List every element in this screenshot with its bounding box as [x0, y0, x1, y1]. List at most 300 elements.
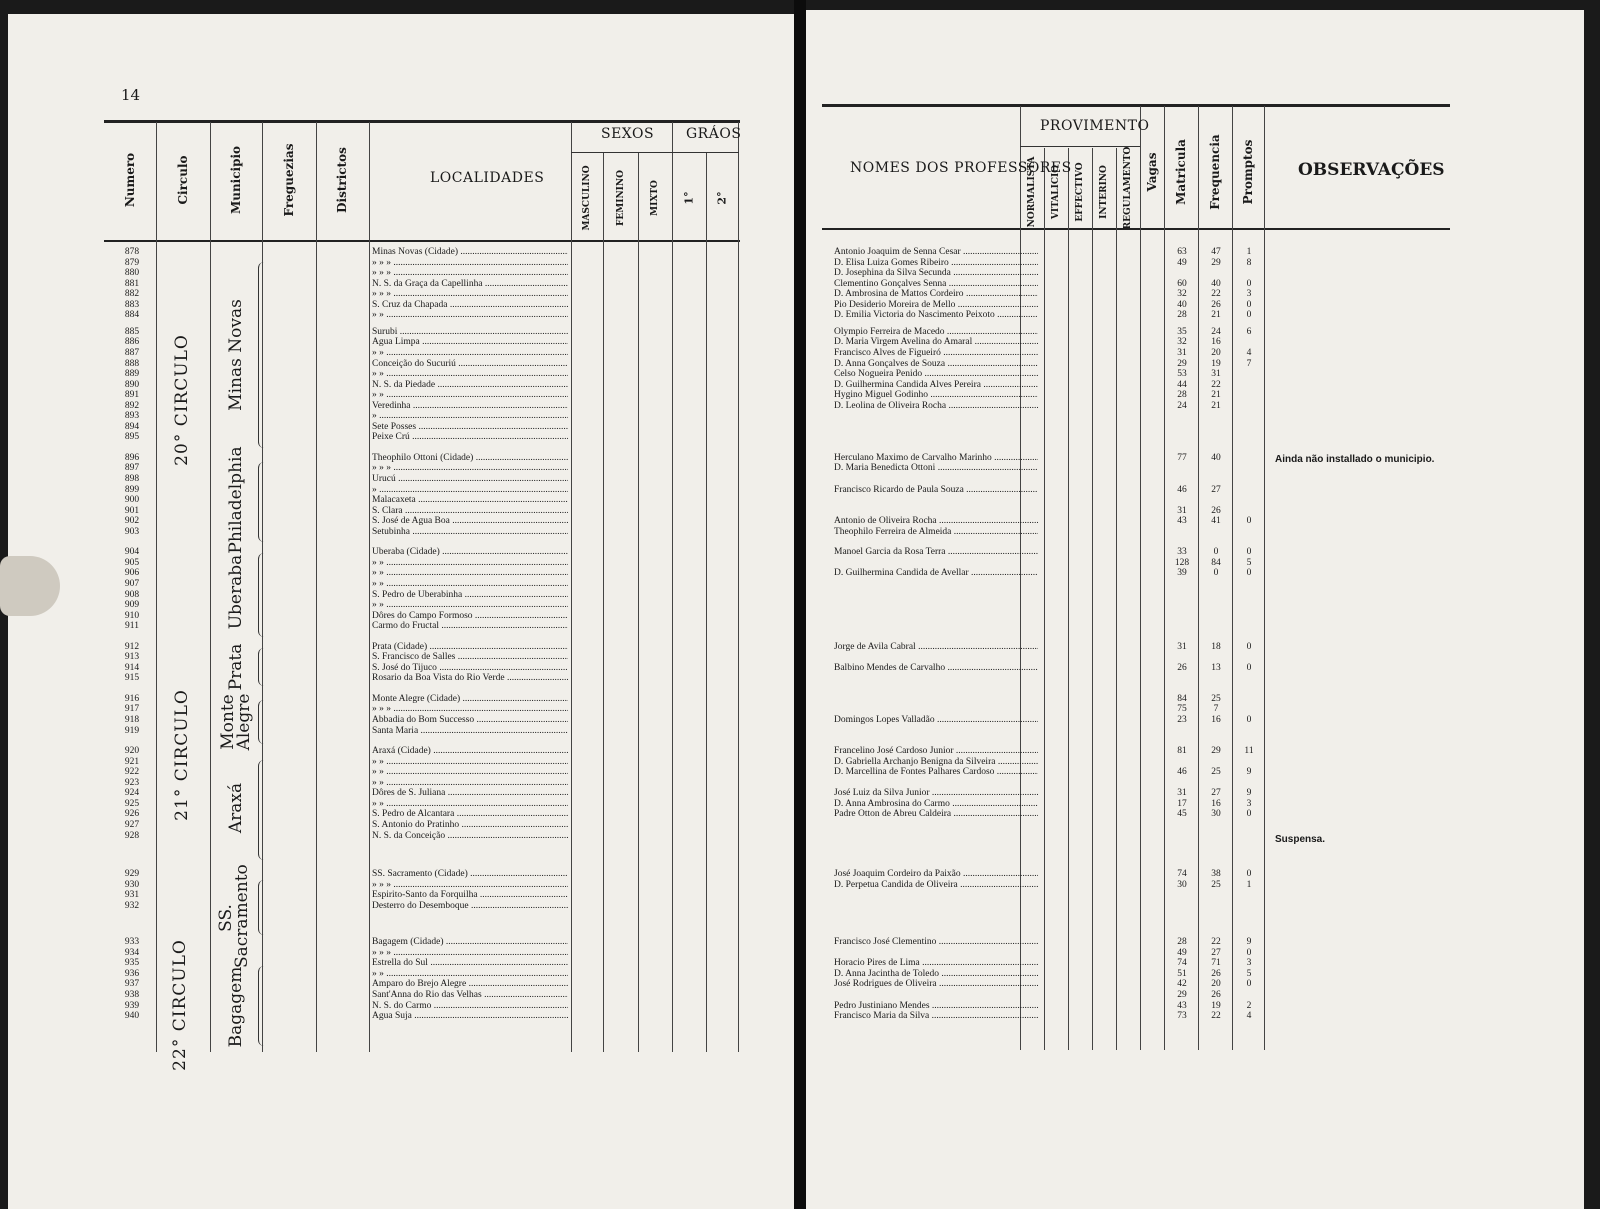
municipio-philadelphia: Philadelphia: [226, 446, 246, 554]
table-row: [0, 704, 1600, 715]
row-localidade: Surubi .....: [372, 327, 568, 338]
row-localidade: Agua Suja .....: [372, 1011, 568, 1022]
row-localidade: Santa Maria .....: [372, 726, 568, 737]
row-matricula: 32: [1177, 289, 1187, 300]
header-observacoes: OBSERVAÇÕES: [1298, 160, 1445, 180]
row-numero: 909: [124, 600, 140, 611]
observacao-suspensa: Suspensa.: [1275, 834, 1326, 845]
row-numero: 893: [124, 411, 140, 422]
row-professor: Celso Nogueira Penido .....: [834, 369, 1038, 380]
observacao-nao-installado: Ainda não installado o municipio.: [1275, 454, 1435, 465]
header-effectivo: EFFECTIVO: [1075, 162, 1085, 222]
row-numero: 898: [124, 474, 140, 484]
header-circulo: Circulo: [176, 155, 190, 205]
header-provimento: PROVIMENTO: [1040, 118, 1150, 134]
row-matricula: 44: [1177, 379, 1187, 390]
row-matricula: 40: [1177, 299, 1187, 310]
row-frequencia: 26: [1211, 505, 1221, 516]
table-row: [0, 289, 1600, 300]
row-matricula: 75: [1177, 704, 1187, 715]
row-frequencia: 30: [1211, 809, 1221, 820]
table-row: [0, 279, 1600, 290]
row-numero: 928: [124, 830, 140, 841]
row-numero: 915: [124, 673, 140, 684]
row-numero: 919: [124, 725, 140, 736]
row-localidade: » » .....: [372, 348, 568, 359]
row-numero: 897: [124, 463, 140, 474]
row-frequencia: 38: [1211, 869, 1221, 880]
table-row: [0, 901, 1600, 912]
row-professor: Manoel Garcia da Rosa Terra .....: [834, 547, 1038, 558]
row-localidade: » » » .....: [372, 268, 568, 279]
row-matricula: 46: [1177, 484, 1187, 495]
row-professor: Francisco Alves de Figueiró .....: [834, 348, 1038, 359]
row-professor: D. Perpetua Candida de Oliveira .....: [834, 880, 1038, 891]
row-numero: 881: [124, 278, 140, 289]
table-row: [0, 611, 1600, 622]
row-professor: D. Josephina da Silva Secunda .....: [834, 268, 1038, 279]
row-professor: José Rodrigues de Oliveira .....: [834, 979, 1038, 990]
row-localidade: Prata (Cidade) .....: [372, 642, 568, 653]
row-frequencia: 47: [1211, 247, 1221, 257]
row-promptos: 2: [1246, 1000, 1252, 1011]
row-frequencia: 26: [1211, 968, 1221, 979]
row-matricula: 60: [1177, 278, 1187, 289]
row-numero: 894: [124, 421, 140, 432]
row-localidade: » » .....: [372, 369, 568, 380]
header-sexos: SEXOS: [601, 126, 655, 142]
row-frequencia: 13: [1211, 662, 1221, 673]
row-matricula: 23: [1177, 715, 1187, 725]
row-numero: 883: [124, 299, 140, 310]
right-top-rule: [822, 104, 1450, 107]
table-row: [0, 337, 1600, 348]
row-numero: 905: [124, 557, 140, 568]
row-localidade: SS. Sacramento (Cidade) .....: [372, 869, 568, 880]
table-row: [0, 568, 1600, 579]
table-row: [0, 579, 1600, 590]
row-promptos: 9: [1246, 937, 1252, 948]
row-numero: 938: [124, 990, 140, 1000]
row-professor: Hygino Miguel Godinho .....: [834, 390, 1038, 401]
table-row: [0, 757, 1600, 768]
table-row: [0, 463, 1600, 474]
page-number: 14: [121, 86, 141, 104]
header-regulamento: REGULAMENTO: [1123, 146, 1133, 230]
row-matricula: 84: [1177, 693, 1187, 704]
row-localidade: » » » .....: [372, 880, 568, 891]
row-frequencia: 21: [1211, 400, 1221, 411]
row-numero: 936: [124, 968, 140, 979]
row-localidade: Carmo do Fructal .....: [372, 621, 568, 632]
header-promptos: Promptos: [1241, 139, 1255, 205]
row-localidade: » » .....: [372, 310, 568, 321]
table-row: [0, 432, 1600, 443]
table-row: [0, 369, 1600, 380]
table-row: [0, 869, 1600, 880]
header-districtos: Districtos: [335, 147, 349, 213]
header-nomes-professores: NOMES DOS PROFESSORES: [850, 160, 1072, 176]
row-matricula: 39: [1177, 568, 1187, 579]
table-row: [0, 767, 1600, 778]
row-numero: 927: [124, 819, 140, 830]
row-localidade: S. Cruz da Chapada .....: [372, 300, 568, 311]
table-row: [0, 411, 1600, 422]
table-row: [0, 778, 1600, 789]
table-row: [0, 746, 1600, 757]
row-localidade: » » .....: [372, 969, 568, 980]
row-frequencia: 22: [1211, 937, 1221, 948]
municipio-minas-novas: Minas Novas: [226, 299, 246, 411]
row-localidade: S. Clara .....: [372, 506, 568, 517]
row-frequencia: 20: [1211, 979, 1221, 990]
table-row: [0, 495, 1600, 506]
row-localidade: Dôres de S. Juliana .....: [372, 788, 568, 799]
header-frequencia: Frequencia: [1208, 134, 1222, 210]
table-row: [0, 969, 1600, 980]
row-frequencia: 25: [1211, 693, 1221, 704]
table-row: [0, 621, 1600, 632]
table-row: [0, 300, 1600, 311]
row-localidade: » » » .....: [372, 289, 568, 300]
row-matricula: 49: [1177, 947, 1187, 958]
row-numero: 900: [124, 495, 140, 506]
row-localidade: Uberaba (Cidade) .....: [372, 547, 568, 558]
table-row: [0, 453, 1600, 464]
row-professor: Herculano Maximo de Carvalho Marinho .....: [834, 453, 1038, 464]
row-localidade: Espirito-Santo da Forquilha .....: [372, 890, 568, 901]
row-matricula: 73: [1177, 1011, 1187, 1022]
row-localidade: » » .....: [372, 390, 568, 401]
row-professor: D. Anna Ambrosina do Carmo .....: [834, 799, 1038, 810]
table-row: [0, 788, 1600, 799]
row-numero: 911: [125, 621, 139, 632]
row-localidade: Bagagem (Cidade) .....: [372, 937, 568, 948]
row-localidade: » » » .....: [372, 948, 568, 959]
header-localidades: LOCALIDADES: [430, 170, 545, 186]
row-numero: 906: [124, 568, 140, 579]
row-frequencia: 25: [1211, 767, 1221, 778]
row-promptos: 4: [1246, 1011, 1252, 1022]
row-numero: 926: [124, 809, 140, 820]
header-masculino: MASCULINO: [582, 165, 592, 231]
municipio-prata: Prata: [226, 643, 246, 691]
row-professor: Francisco Ricardo de Paula Souza .....: [834, 485, 1038, 496]
header-vitalicio: VITALICIO: [1051, 164, 1061, 220]
row-localidade: Conceição do Sucuriú .....: [372, 359, 568, 370]
row-frequencia: 29: [1211, 257, 1221, 268]
row-localidade: » » » .....: [372, 258, 568, 269]
row-matricula: 46: [1177, 767, 1187, 778]
row-numero: 932: [124, 900, 140, 911]
row-frequencia: 26: [1211, 990, 1221, 1000]
row-frequencia: 84: [1211, 557, 1221, 568]
row-numero: 887: [124, 347, 140, 358]
row-numero: 882: [124, 289, 140, 300]
table-row: [0, 890, 1600, 901]
row-localidade: » » .....: [372, 799, 568, 810]
row-professor: D. Ambrosina de Mattos Cordeiro .....: [834, 289, 1038, 300]
table-row: [0, 990, 1600, 1001]
row-professor: Domingos Lopes Valladão .....: [834, 715, 1038, 726]
table-row: [0, 401, 1600, 412]
row-localidade: Urucú .....: [372, 474, 568, 485]
row-numero: 888: [124, 358, 140, 369]
row-localidade: » » .....: [372, 600, 568, 611]
row-numero: 885: [124, 326, 140, 337]
row-promptos: 0: [1246, 568, 1252, 579]
row-promptos: 9: [1246, 767, 1252, 778]
row-numero: 914: [124, 662, 140, 673]
row-localidade: N. S. do Carmo .....: [372, 1001, 568, 1012]
header-grao-2: 2°: [715, 191, 729, 205]
table-row: [0, 422, 1600, 433]
row-professor: D. Anna Jacintha de Toledo .....: [834, 969, 1038, 980]
table-row: [0, 485, 1600, 496]
row-numero: 904: [124, 547, 140, 558]
header-freguezias: Freguezias: [282, 143, 296, 217]
row-professor: Olympio Ferreira de Macedo .....: [834, 327, 1038, 338]
row-frequencia: 21: [1211, 310, 1221, 321]
row-localidade: N. S. da Piedade .....: [372, 380, 568, 391]
row-professor: D. Guilhermina Candida Alves Pereira .....: [834, 380, 1038, 391]
table-row: [0, 474, 1600, 485]
row-numero: 916: [124, 693, 140, 704]
row-localidade: Minas Novas (Cidade) .....: [372, 247, 568, 258]
row-promptos: 4: [1246, 347, 1252, 358]
table-row: [0, 547, 1600, 558]
row-numero: 929: [124, 869, 140, 880]
row-numero: 891: [124, 390, 140, 401]
row-numero: 880: [124, 268, 140, 279]
row-numero: 913: [124, 652, 140, 663]
row-frequencia: 0: [1213, 568, 1219, 579]
header-normalista: NORMALISTA: [1027, 156, 1037, 228]
table-row: [0, 831, 1600, 842]
row-frequencia: 71: [1211, 958, 1221, 969]
row-promptos: 0: [1246, 715, 1252, 725]
row-matricula: 26: [1177, 662, 1187, 673]
left-top-rule: [104, 120, 740, 123]
row-localidade: » » .....: [372, 757, 568, 768]
header-interino: INTERINO: [1099, 165, 1109, 219]
row-localidade: Veredinha .....: [372, 401, 568, 412]
row-frequencia: 19: [1211, 1000, 1221, 1011]
row-professor: D. Guilhermina Candida de Avellar .....: [834, 568, 1038, 579]
table-row: [0, 1011, 1600, 1022]
row-localidade: » » » .....: [372, 463, 568, 474]
municipio-monte-alegre: Monte Alegre: [218, 693, 254, 751]
row-promptos: 0: [1246, 662, 1252, 673]
row-professor: Balbino Mendes de Carvalho .....: [834, 663, 1038, 674]
row-numero: 937: [124, 979, 140, 990]
row-professor: Horacio Pires de Lima .....: [834, 958, 1038, 969]
row-matricula: 31: [1177, 641, 1187, 652]
row-promptos: 0: [1246, 278, 1252, 289]
table-row: [0, 527, 1600, 538]
row-matricula: 74: [1177, 958, 1187, 969]
row-localidade: N. S. da Conceição .....: [372, 831, 568, 842]
row-localidade: S. Pedro de Uberabinha .....: [372, 590, 568, 601]
row-professor: Jorge de Avila Cabral .....: [834, 642, 1038, 653]
row-numero: 902: [124, 516, 140, 527]
row-professor: D. Elisa Luiza Gomes Ribeiro .....: [834, 258, 1038, 269]
row-numero: 940: [124, 1011, 140, 1022]
row-numero: 890: [124, 379, 140, 390]
row-matricula: 49: [1177, 257, 1187, 268]
row-promptos: 1: [1246, 247, 1252, 257]
row-numero: 878: [124, 247, 140, 257]
row-frequencia: 21: [1211, 390, 1221, 401]
row-numero: 886: [124, 337, 140, 348]
row-matricula: 29: [1177, 358, 1187, 369]
row-frequencia: 41: [1211, 516, 1221, 527]
row-localidade: Desterro do Desemboque .....: [372, 901, 568, 912]
table-row: [0, 979, 1600, 990]
circulo-22-label: 22° CIRCULO: [170, 939, 190, 1071]
row-localidade: Monte Alegre (Cidade) .....: [372, 694, 568, 705]
row-frequencia: 31: [1211, 369, 1221, 380]
row-matricula: 30: [1177, 879, 1187, 890]
table-row: [0, 799, 1600, 810]
row-matricula: 28: [1177, 390, 1187, 401]
row-matricula: 77: [1177, 452, 1187, 463]
table-row: [0, 516, 1600, 527]
row-promptos: 5: [1246, 968, 1252, 979]
row-localidade: » .....: [372, 411, 568, 422]
row-numero: 923: [124, 777, 140, 788]
row-professor: Francelino José Cardoso Junior .....: [834, 746, 1038, 757]
row-numero: 931: [124, 890, 140, 901]
row-numero: 935: [124, 958, 140, 969]
row-localidade: Malacaxeta .....: [372, 495, 568, 506]
row-localidade: Theophilo Ottoni (Cidade) .....: [372, 453, 568, 464]
row-matricula: 42: [1177, 979, 1187, 990]
row-localidade: » » .....: [372, 778, 568, 789]
row-localidade: S. Francisco de Salles .....: [372, 652, 568, 663]
row-professor: D. Anna Gonçalves de Souza .....: [834, 359, 1038, 370]
row-localidade: Sete Posses .....: [372, 422, 568, 433]
row-frequencia: 0: [1213, 547, 1219, 558]
row-professor: Antonio de Oliveira Rocha .....: [834, 516, 1038, 527]
row-localidade: Amparo do Brejo Alegre .....: [372, 979, 568, 990]
municipio-ss-sacramento: SS. Sacramento: [216, 864, 252, 968]
row-matricula: 51: [1177, 968, 1187, 979]
circulo-20-label: 20° CIRCULO: [172, 334, 192, 466]
row-promptos: 0: [1246, 979, 1252, 990]
table-row: [0, 673, 1600, 684]
table-row: [0, 937, 1600, 948]
row-frequencia: 19: [1211, 358, 1221, 369]
row-localidade: Sant'Anna do Rio das Velhas .....: [372, 990, 568, 1001]
row-promptos: 0: [1246, 299, 1252, 310]
row-numero: 917: [124, 704, 140, 715]
row-matricula: 29: [1177, 990, 1187, 1000]
row-promptos: 0: [1246, 547, 1252, 558]
row-numero: 921: [124, 756, 140, 767]
row-matricula: 43: [1177, 516, 1187, 527]
row-promptos: 11: [1244, 746, 1254, 757]
row-professor: D. Emilia Victoria do Nascimento Peixoto .....: [834, 310, 1038, 321]
row-frequencia: 26: [1211, 299, 1221, 310]
table-row: [0, 380, 1600, 391]
row-promptos: 1: [1246, 879, 1252, 890]
row-professor: Padre Otton de Abreu Caldeira .....: [834, 809, 1038, 820]
circulo-21-label: 21° CIRCULO: [172, 689, 192, 821]
row-matricula: 28: [1177, 937, 1187, 948]
row-numero: 933: [124, 937, 140, 948]
row-matricula: 31: [1177, 788, 1187, 799]
row-promptos: 3: [1246, 958, 1252, 969]
row-numero: 896: [124, 452, 140, 463]
row-numero: 934: [124, 947, 140, 958]
table-row: [0, 820, 1600, 831]
row-localidade: » » .....: [372, 767, 568, 778]
row-frequencia: 22: [1211, 1011, 1221, 1022]
row-localidade: Dôres do Campo Formoso .....: [372, 611, 568, 622]
row-matricula: 35: [1177, 326, 1187, 337]
row-professor: D. Maria Virgem Avelina do Amaral .....: [834, 337, 1038, 348]
row-professor: D. Leolina de Oliveira Rocha .....: [834, 401, 1038, 412]
row-promptos: 0: [1246, 516, 1252, 527]
row-matricula: 24: [1177, 400, 1187, 411]
row-frequencia: 29: [1211, 746, 1221, 757]
row-localidade: Rosario da Boa Vista do Rio Verde .....: [372, 673, 568, 684]
row-numero: 889: [124, 369, 140, 380]
header-feminino: FEMININO: [616, 170, 626, 226]
row-localidade: Setubinha .....: [372, 527, 568, 538]
row-matricula: 31: [1177, 505, 1187, 516]
row-numero: 907: [124, 578, 140, 589]
row-numero: 892: [124, 400, 140, 411]
row-localidade: S. José do Tijuco .....: [372, 663, 568, 674]
row-promptos: 0: [1246, 310, 1252, 321]
row-professor: D. Gabriella Archanjo Benigna da Silveira .....: [834, 757, 1038, 768]
row-numero: 939: [124, 1000, 140, 1011]
row-frequencia: 27: [1211, 788, 1221, 799]
row-localidade: Araxá (Cidade) .....: [372, 746, 568, 757]
row-frequencia: 20: [1211, 347, 1221, 358]
header-numero: Numero: [123, 152, 137, 208]
row-localidade: » » .....: [372, 579, 568, 590]
row-frequencia: 7: [1213, 704, 1219, 715]
row-numero: 930: [124, 879, 140, 890]
table-row: [0, 247, 1600, 258]
left-header-rule: [104, 240, 740, 242]
row-matricula: 81: [1177, 746, 1187, 757]
row-localidade: » .....: [372, 485, 568, 496]
row-promptos: 8: [1246, 257, 1252, 268]
row-frequencia: 22: [1211, 379, 1221, 390]
row-numero: 920: [124, 746, 140, 757]
municipio-uberaba: Uberaba: [226, 554, 246, 630]
row-matricula: 33: [1177, 547, 1187, 558]
row-numero: 903: [124, 526, 140, 537]
row-numero: 924: [124, 788, 140, 799]
row-matricula: 63: [1177, 247, 1187, 257]
row-numero: 918: [124, 715, 140, 725]
row-matricula: 45: [1177, 809, 1187, 820]
municipio-bagagem: Bagagem: [226, 966, 246, 1048]
row-frequencia: 40: [1211, 452, 1221, 463]
row-professor: Antonio Joaquim de Senna Cesar .....: [834, 247, 1038, 258]
row-promptos: 0: [1246, 947, 1252, 958]
table-row: [0, 558, 1600, 569]
row-matricula: 53: [1177, 369, 1187, 380]
municipio-araxa: Araxá: [226, 782, 246, 834]
row-professor: Pio Desiderio Moreira de Mello .....: [834, 300, 1038, 311]
table-row: [0, 880, 1600, 891]
